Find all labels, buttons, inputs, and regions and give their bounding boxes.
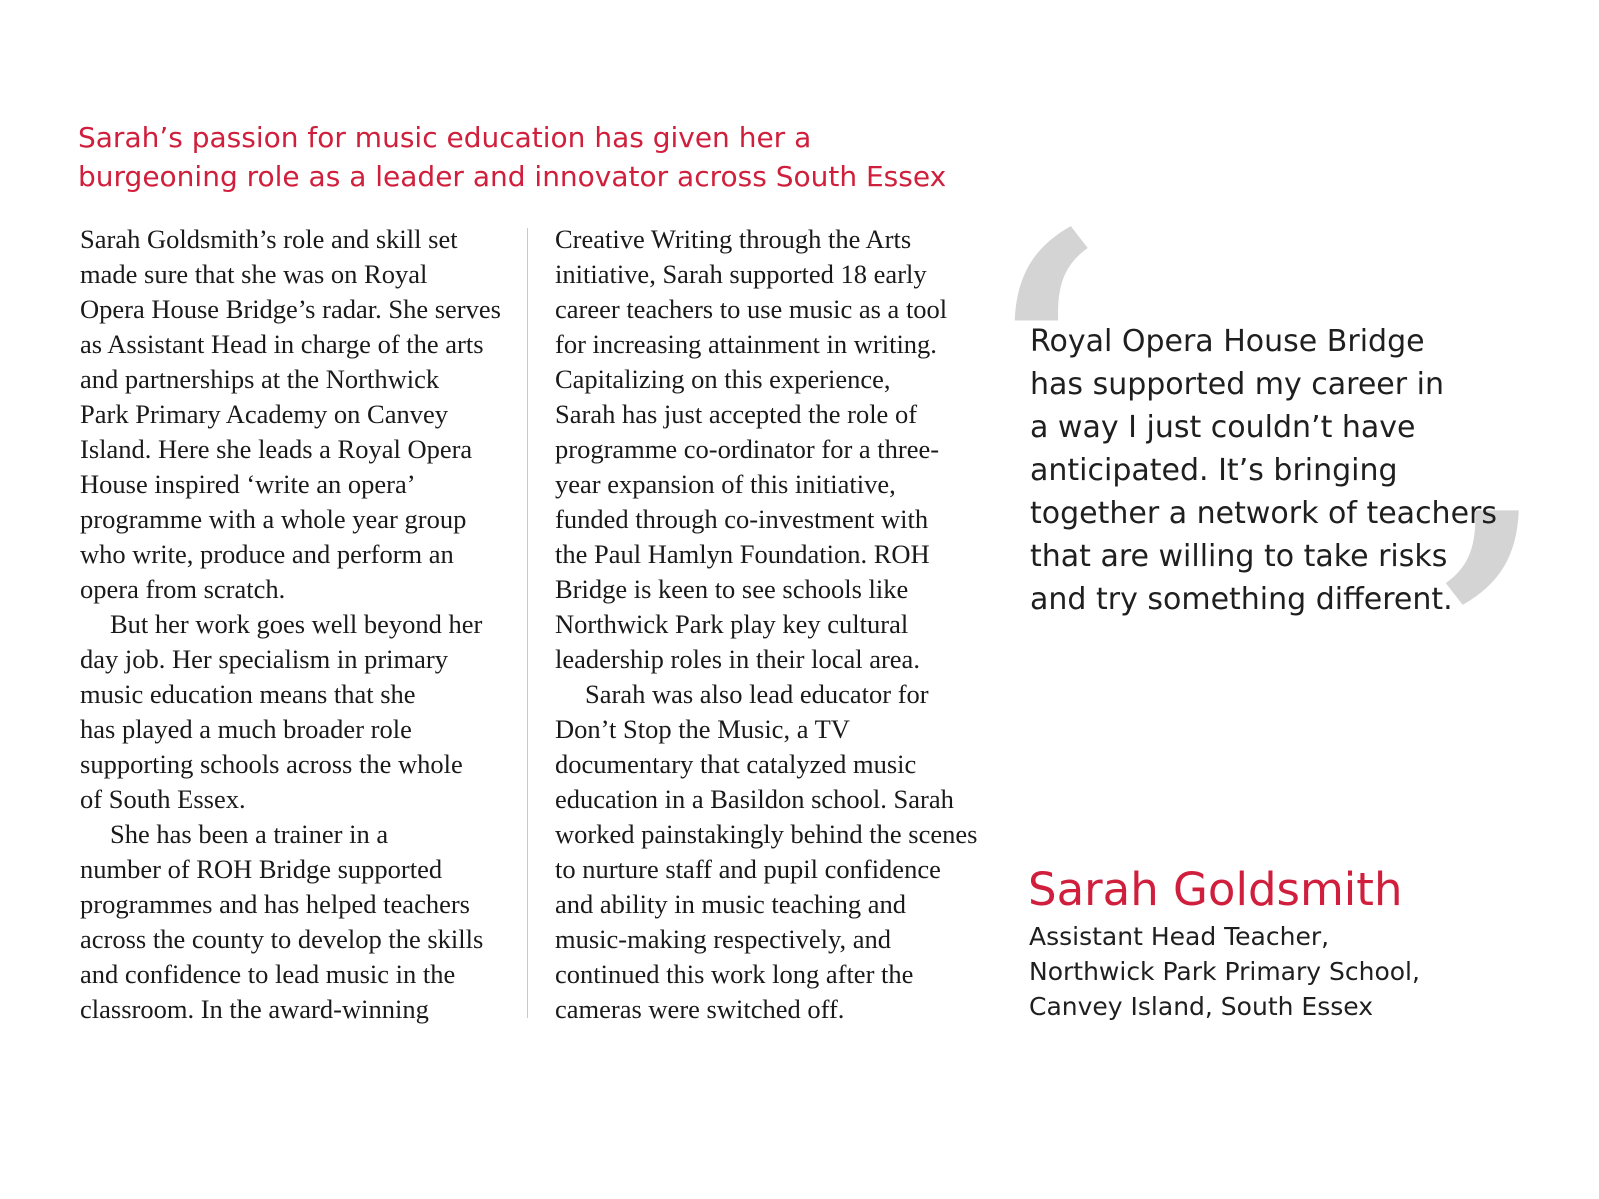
body-line: programme with a whole year group [80, 504, 467, 534]
body-line: Don’t Stop the Music, a TV [555, 714, 850, 744]
article-right-column [555, 222, 995, 1027]
body-line: music education means that she [80, 679, 416, 709]
attribution-name: Sarah Goldsmith [1028, 863, 1403, 916]
pull-quote-line: has supported my career in [1030, 367, 1444, 402]
body-line: across the county to develop the skills [80, 924, 484, 954]
body-line: and partnerships at the Northwick [80, 364, 440, 394]
pull-quote-line: that are willing to take risks [1030, 539, 1448, 574]
pull-quote-line: Royal Opera House Bridge [1030, 324, 1425, 359]
body-line: day job. Her specialism in primary [80, 644, 448, 674]
body-line: funded through co-investment with [555, 504, 929, 534]
close-quote-icon: ’ [1430, 441, 1545, 829]
body-line: programme co-ordinator for a three- [555, 434, 940, 464]
body-line: to nurture staff and pupil confidence [555, 854, 941, 884]
pull-quote-line: together a network of teachers [1030, 496, 1497, 531]
pull-quote-line: and try something different. [1030, 582, 1453, 617]
body-line: as Assistant Head in charge of the arts [80, 329, 484, 359]
body-line: for increasing attainment in writing. [555, 329, 937, 359]
body-line: leadership roles in their local area. [555, 644, 920, 674]
attribution-role-line: Canvey Island, South Essex [1029, 992, 1373, 1021]
article-left-column [80, 222, 520, 1027]
body-line: cameras were switched off. [555, 994, 845, 1024]
body-line: number of ROH Bridge supported [80, 854, 443, 884]
body-line: and ability in music teaching and [555, 889, 907, 919]
body-line: Sarah has just accepted the role of [555, 399, 918, 429]
body-line: education in a Basildon school. Sarah [555, 784, 954, 814]
body-line: programmes and has helped teachers [80, 889, 470, 919]
body-line: made sure that she was on Royal [80, 259, 428, 289]
body-line: opera from scratch. [80, 574, 286, 604]
body-line: has played a much broader role [80, 714, 412, 744]
body-line: Opera House Bridge’s radar. She serves [80, 294, 501, 324]
attribution-role-line: Assistant Head Teacher, [1029, 922, 1330, 951]
attribution-role-line: Northwick Park Primary School, [1029, 957, 1420, 986]
body-line: and confidence to lead music in the [80, 959, 456, 989]
body-line: Creative Writing through the Arts [555, 224, 912, 254]
body-line: Park Primary Academy on Canvey [80, 399, 448, 429]
body-line: Island. Here she leads a Royal Opera [80, 434, 473, 464]
body-line: House inspired ‘write an opera’ [80, 469, 416, 499]
pull-quote [1030, 320, 1590, 621]
body-line: continued this work long after the [555, 959, 914, 989]
pull-quote-line: a way I just couldn’t have [1030, 410, 1416, 445]
body-line: supporting schools across the whole [80, 749, 463, 779]
body-line: Sarah was also lead educator for [585, 679, 929, 709]
body-line: of South Essex. [80, 784, 246, 814]
open-quote-icon: ‘ [992, 161, 1107, 549]
body-line: Capitalizing on this experience, [555, 364, 891, 394]
column-divider [527, 228, 528, 1018]
body-line: documentary that catalyzed music [555, 749, 917, 779]
body-line: initiative, Sarah supported 18 early [555, 259, 927, 289]
attribution-role [1029, 919, 1420, 1024]
body-line: Sarah Goldsmith’s role and skill set [80, 224, 458, 254]
body-line: She has been a trainer in a [110, 819, 389, 849]
headline-line: Sarah’s passion for music education has given her a [78, 121, 812, 154]
body-line: who write, produce and perform an [80, 539, 454, 569]
body-line: worked painstakingly behind the scenes [555, 819, 978, 849]
body-line: Bridge is keen to see schools like [555, 574, 909, 604]
headline-line: burgeoning role as a leader and innovator across South Essex [78, 160, 947, 193]
body-line: year expansion of this initiative, [555, 469, 896, 499]
body-line: the Paul Hamlyn Foundation. ROH [555, 539, 930, 569]
headline [78, 118, 1038, 196]
body-line: career teachers to use music as a tool [555, 294, 948, 324]
body-line: classroom. In the award-winning [80, 994, 429, 1024]
body-line: music-making respectively, and [555, 924, 892, 954]
pull-quote-line: anticipated. It’s bringing [1030, 453, 1398, 488]
body-line: Northwick Park play key cultural [555, 609, 909, 639]
body-line: But her work goes well beyond her [110, 609, 483, 639]
